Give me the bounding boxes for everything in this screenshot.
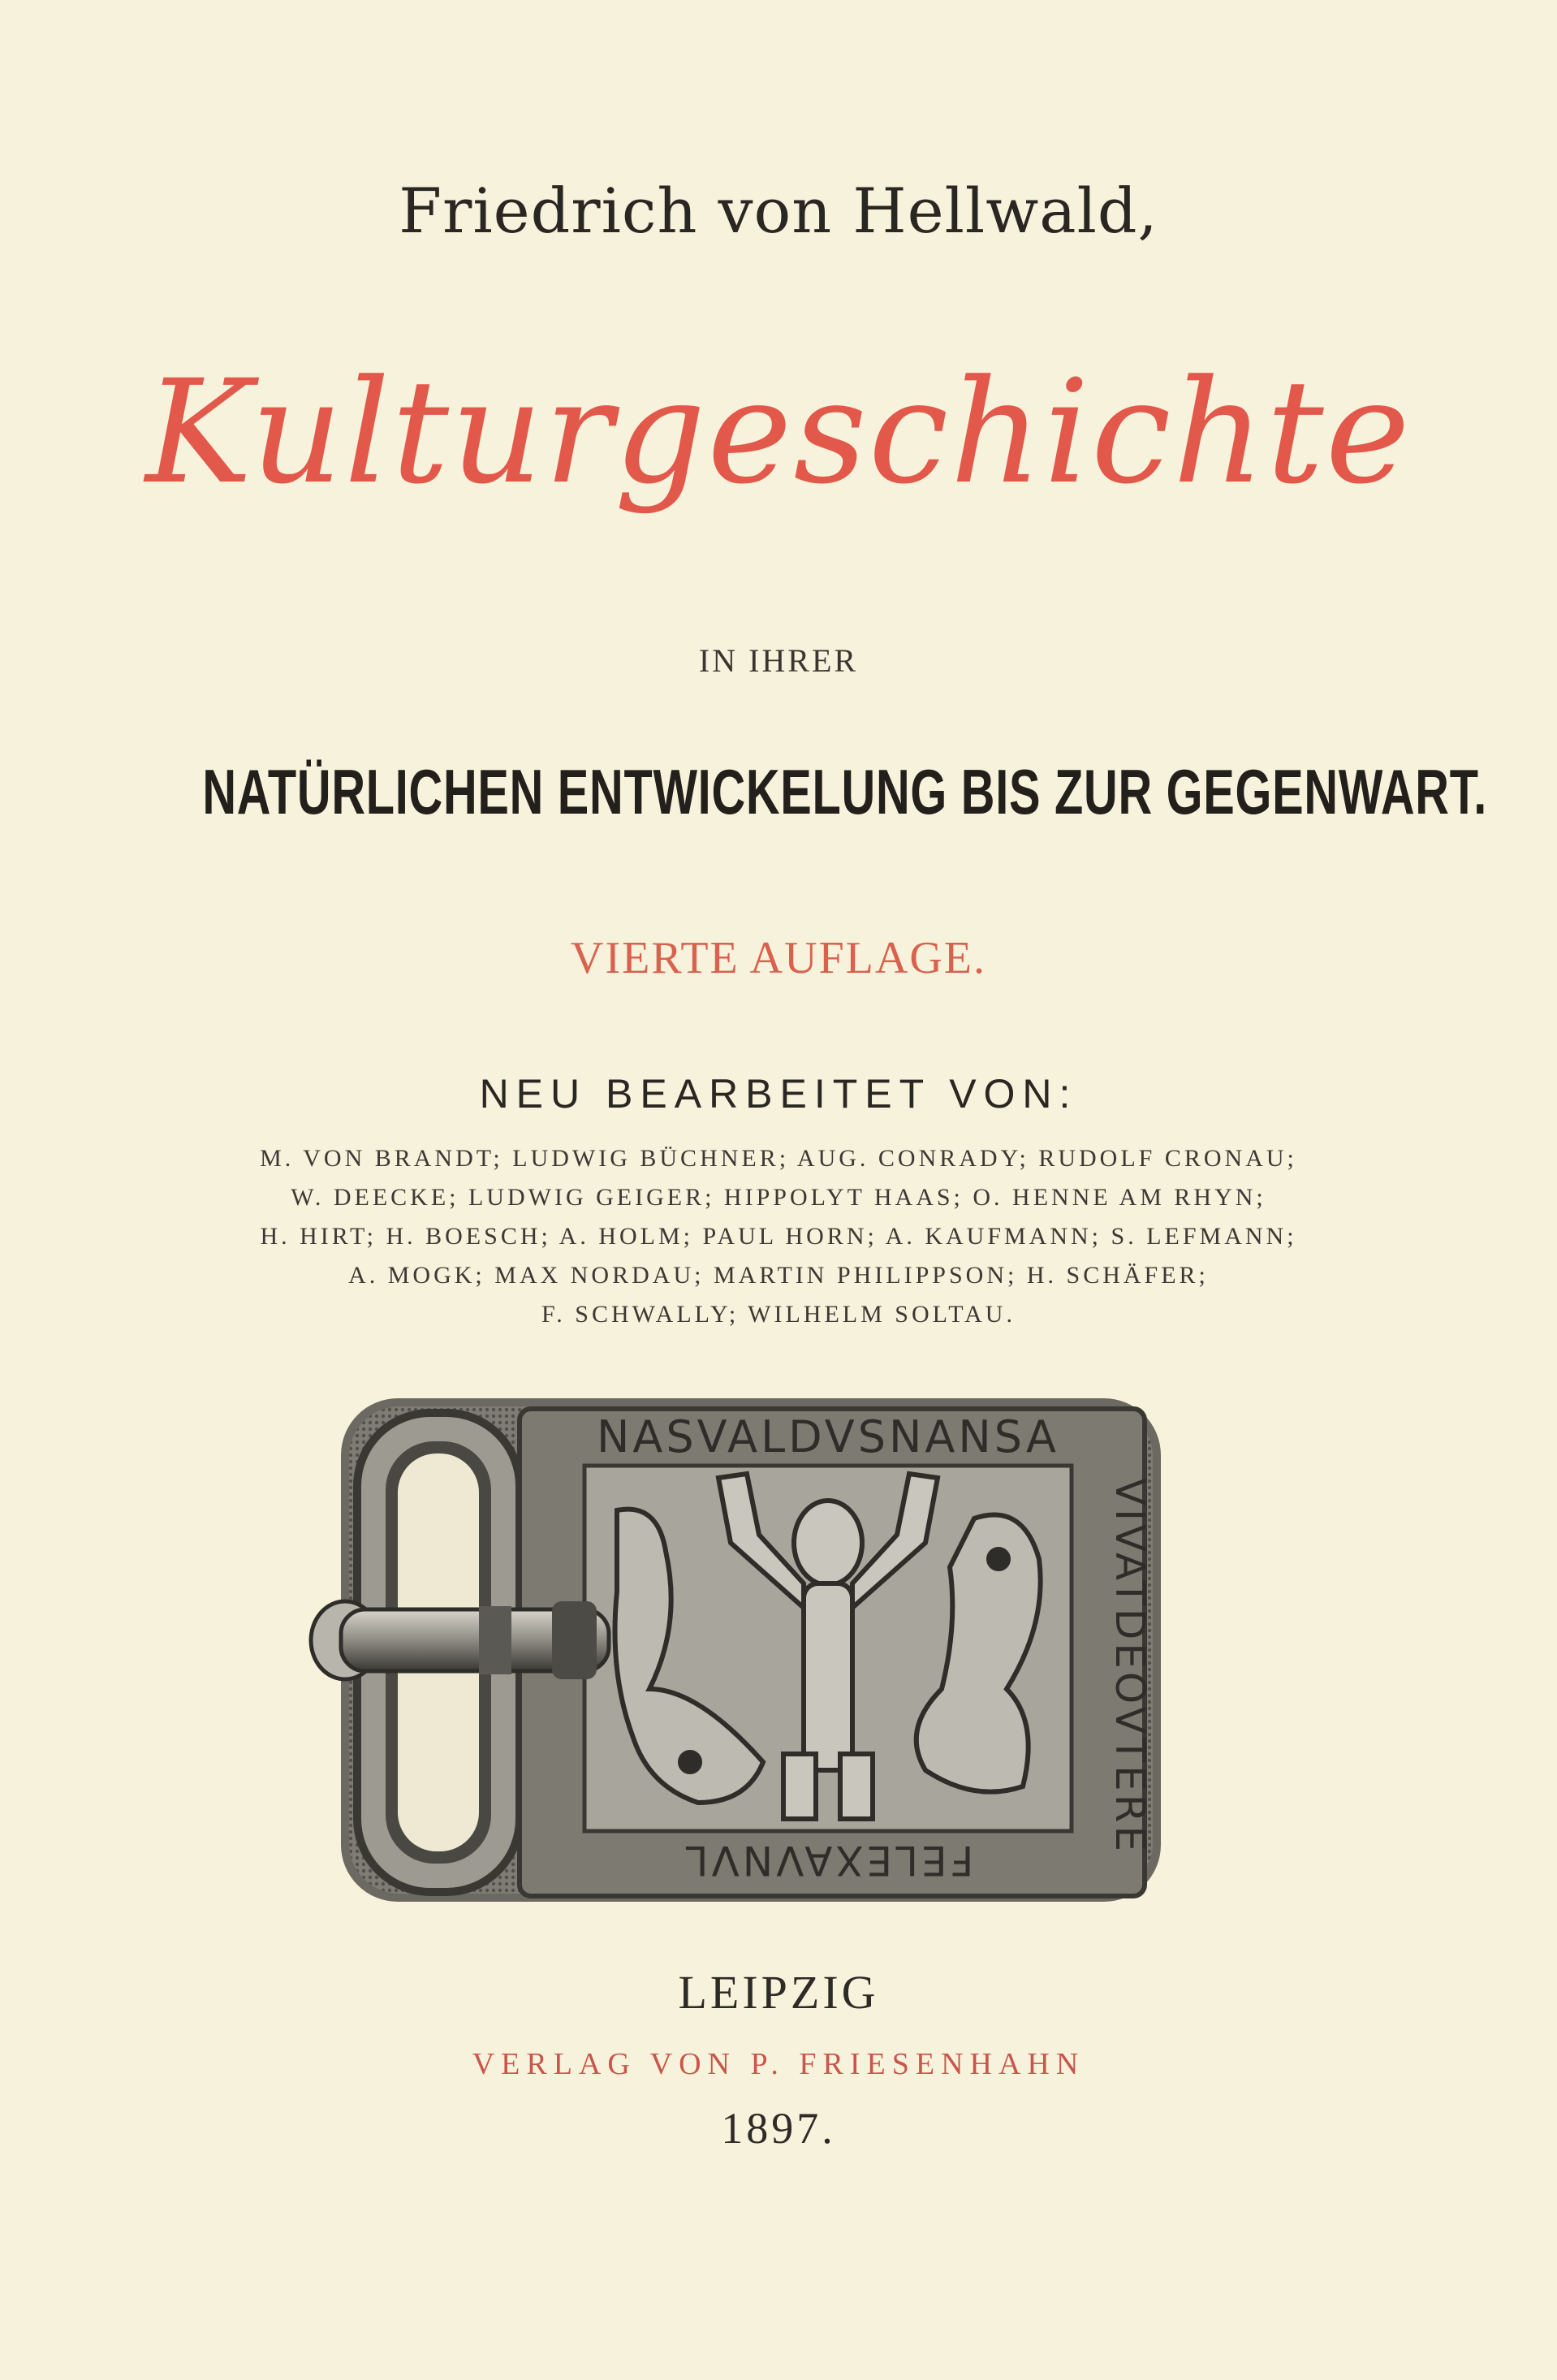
contributor-line: M. VON BRANDT; LUDWIG BÜCHNER; AUG. CONRADY; RUDOLF CRONAU; <box>260 1145 1297 1172</box>
buckle-tongue <box>311 1601 609 1679</box>
author-name: Friedrich von Hellwald, <box>399 175 1158 247</box>
contributor-line: H. HIRT; H. BOESCH; A. HOLM; PAUL HORN; A. KAUFMANN; S. LEFMANN; <box>260 1223 1297 1250</box>
edited-by-heading: NEU BEARBEITET VON: <box>479 1071 1078 1117</box>
inscription-right: VIVATDEOVTERE <box>1106 1478 1154 1855</box>
inscription-top: NASVALDVSNANSA <box>597 1411 1059 1462</box>
book-title: Kulturgeschichte <box>145 349 1412 516</box>
edition-statement: VIERTE AUFLAGE. <box>571 933 986 983</box>
book-subtitle: NATÜRLICHEN ENTWICKELUNG BIS ZUR GEGENWART. <box>202 756 1488 827</box>
contributor-line: F. SCHWALLY; WILHELM SOLTAU. <box>541 1301 1016 1328</box>
belt-buckle-illustration <box>308 1380 1181 1916</box>
inscription-bottom: FELEXAVNVL <box>682 1837 974 1884</box>
imprint-publisher: VERLAG VON P. FRIESENHAHN <box>472 2047 1085 2081</box>
imprint-city: LEIPZIG <box>678 1966 879 2019</box>
contributor-line: A. MOGK; MAX NORDAU; MARTIN PHILIPPSON; H. SCHÄFER; <box>348 1262 1209 1289</box>
contributor-line: W. DEECKE; LUDWIG GEIGER; HIPPOLYT HAAS; O. HENNE AM RHYN; <box>291 1184 1266 1211</box>
imprint-year: 1897. <box>721 2104 836 2153</box>
title-connector: IN IHRER <box>698 642 859 679</box>
